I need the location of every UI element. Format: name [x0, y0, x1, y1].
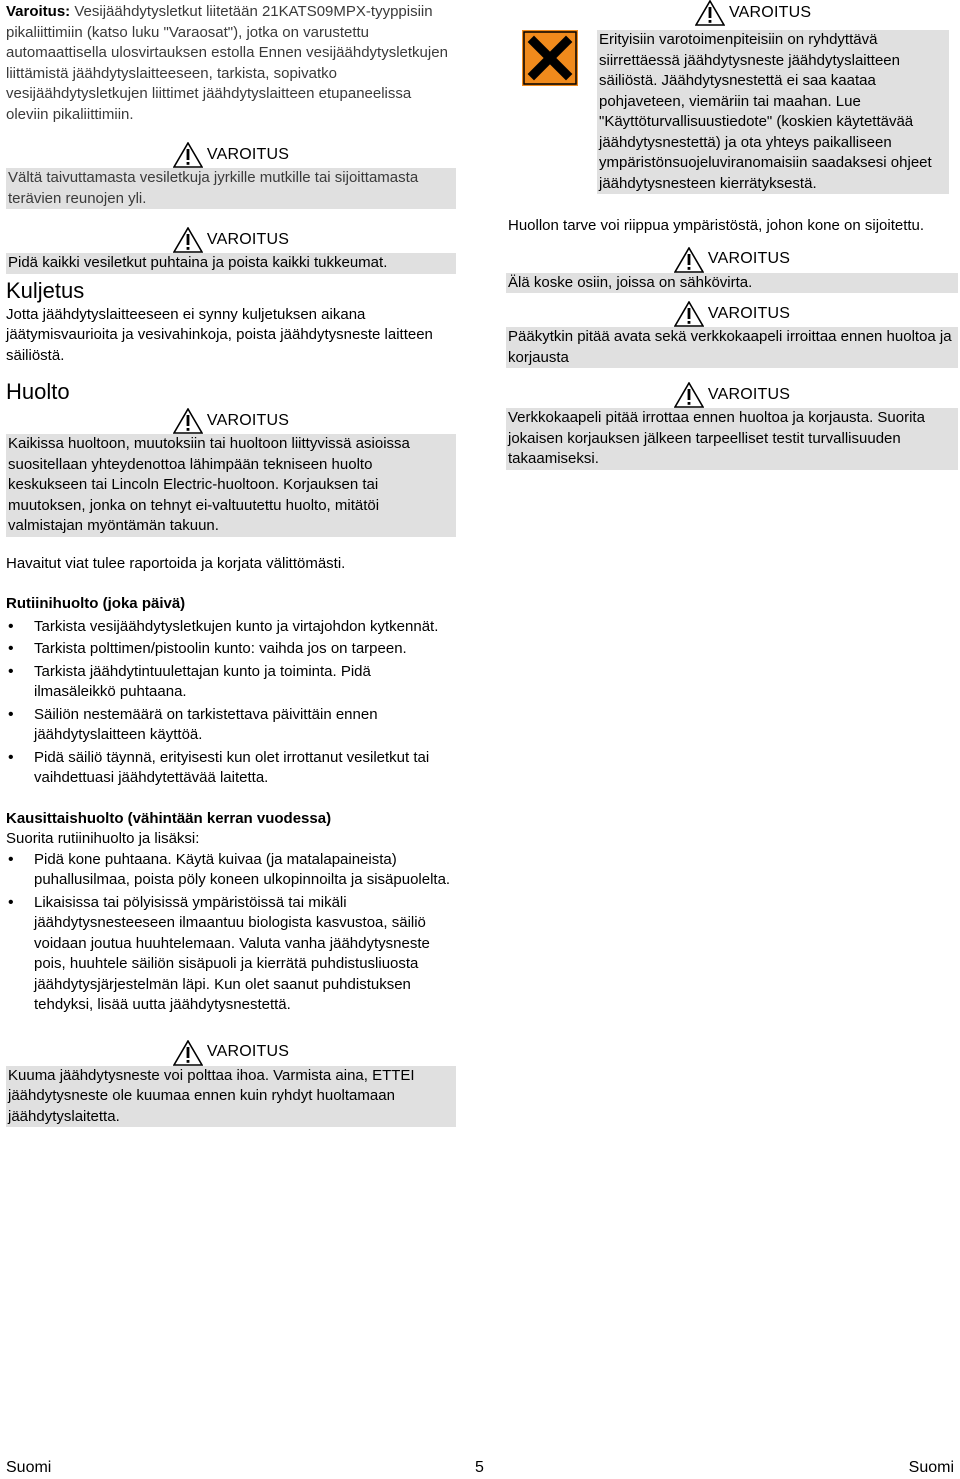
- warning-text: Älä koske osiin, joissa on sähkövirta.: [506, 273, 958, 294]
- warning-header: [506, 382, 958, 408]
- list-item: • Likaisissa tai pölyisissä ympäristöissä tai mikäli jäähdytysnesteeseen ilmaantuu biologista kasvustoa, säiliö voidaan joutua huuhtelemaan. Valuta vanha jäähdytysneste pois, huuhtele säiliön sisäpuoli ja kierrätä puhdistusliuosta jäähdytysjärjestelmän läpi. Kun olet saanut puhdistuksen tehdyksi, lisää uutta jäähdytysnestettä.: [6, 893, 456, 1016]
- warning-label: VAROITUS: [729, 3, 812, 21]
- warning-triangle-icon: [173, 227, 203, 253]
- list-item: • Tarkista vesijäähdytysletkujen kunto ja virtajohdon kytkennät.: [6, 617, 456, 638]
- list-item: • Pidä kone puhtaana. Käytä kuivaa (ja matalapaineista) puhallusilmaa, poista pöly koneen ulkopinnoilta ja sisäpuolelta.: [6, 850, 456, 891]
- warning-header: [597, 0, 949, 26]
- warning-text: Verkkokaapeli pitää irrottaa ennen huoltoa ja korjausta. Suorita jokaisen korjauksen jälkeen tarpeelliset testit turvallisuuden takaamiseksi.: [506, 408, 958, 470]
- list-item: • Tarkista jäähdytintuulettajan kunto ja toiminta. Pidä ilmasäleikkö puhtaana.: [6, 662, 456, 703]
- harmful-hazard-icon: [522, 30, 578, 86]
- daily-maintenance-heading: Rutiinihuolto (joka päivä): [6, 595, 186, 612]
- footer-language-left: Suomi: [6, 1459, 52, 1476]
- warning-triangle-icon: [173, 1040, 203, 1066]
- warning-triangle-icon: [674, 301, 704, 327]
- warning-label: VAROITUS: [707, 304, 791, 322]
- warning-triangle-icon: [674, 382, 704, 408]
- list-item: • Säiliön nestemäärä on tarkistettava päivittäin ennen jäähdytyslaitteen käyttöä.: [6, 705, 456, 746]
- daily-maintenance-list: [6, 617, 456, 789]
- warning-block-5: [597, 0, 949, 194]
- warning-text: Kuuma jäähdytysneste voi polttaa ihoa. Varmista aina, ETTEI jäähdytysneste ole kuumaa ennen kuin ryhdyt huoltamaan jäähdytyslaitetta.: [6, 1066, 456, 1128]
- intro-text: Vesijäähdytysletkut liitetään 21KATS09MPX-tyyppisiin pikaliittimiin (katso luku "Varaosat"), jotka on varustettu automaattisella ulosvirtauksen estolla Ennen vesijäähdytysletkujen liittämistä jäähdytyslaitteeseen, tarkista, sopivatko vesijäähdytysletkujen liittimet jäähdytyslaitteen etupaneelissa oleviin pikaliittimiin.: [6, 3, 448, 123]
- periodic-maintenance-list: [6, 850, 456, 1016]
- warning-block-7: [506, 301, 958, 368]
- section-heading-kuljetus: Kuljetus: [6, 277, 85, 303]
- warning-label: VAROITUS: [206, 145, 290, 163]
- warning-text: Kaikissa huoltoon, muutoksiin tai huoltoon liittyvissä asioissa suositellaan yhteydenottoa lähimpään tekniseen huolto keskukseen tai Lincoln Electric-huoltoon. Korjauksen tai muutoksen, jonka on tehnyt ei-valtuutettu huolto, mitätöi valmistajan myöntämän takuun.: [6, 434, 456, 537]
- warning-block-6: [506, 247, 958, 294]
- footer-language-right: Suomi: [908, 1459, 954, 1476]
- warning-header: [506, 247, 958, 273]
- warning-triangle-icon: [173, 142, 203, 168]
- warning-text: Erityisiin varotoimenpiteisiin on ryhdyttävä siirrettäessä jäähdytysneste jäähdytyslaitteen säiliöstä. Jäähdytysnestettä ei saa kaataa pohjaveteen, viemäriin tai maahan. Lue "Käyttöturvallisuustiedote" (koskien käytettävää jäähdytysnestettä) ja ota yhteys paikalliseen ympäristönsuojeluviranomaisiin saadaksesi ohjeet jäähdytysnesteen kierrätyksestä.: [597, 30, 949, 194]
- page-number: 5: [475, 1459, 484, 1476]
- warning-label: VAROITUS: [707, 385, 791, 403]
- list-item: • Tarkista polttimen/pistoolin kunto: vaihda jos on tarpeen.: [6, 639, 456, 660]
- environment-text: Huollon tarve voi riippua ympäristöstä, johon kone on sijoitettu.: [508, 217, 925, 234]
- warning-header: [6, 1040, 456, 1066]
- intro-paragraph: [6, 2, 456, 125]
- warning-block-1: [6, 142, 456, 209]
- warning-label: VAROITUS: [206, 230, 290, 248]
- warning-header: [6, 408, 456, 434]
- warning-text: Vältä taivuttamasta vesiletkuja jyrkille mutkille tai sijoittamasta terävien reunojen yli.: [6, 168, 456, 209]
- warning-triangle-icon: [695, 0, 725, 26]
- kuljetus-text: Jotta jäähdytyslaitteeseen ei synny kuljetuksen aikana jäätymisvaurioita ja vesivahinkoja, poista jäähdytysneste laitteen säiliöstä.: [6, 305, 433, 364]
- warning-block-2: [6, 227, 456, 274]
- warning-header: [6, 227, 456, 253]
- warning-block-3: [6, 408, 456, 537]
- warning-triangle-icon: [173, 408, 203, 434]
- warning-text: Pidä kaikki vesiletkut puhtaina ja poista kaikki tukkeumat.: [6, 253, 456, 274]
- intro-bold-label: Varoitus:: [6, 3, 71, 20]
- warning-block-4: [6, 1040, 456, 1128]
- warning-header: [6, 142, 456, 168]
- right-column: [506, 0, 958, 470]
- warning-label: VAROITUS: [206, 411, 290, 429]
- warning-block-8: [506, 382, 958, 470]
- left-column: [6, 0, 456, 1127]
- warning-text: Pääkytkin pitää avata sekä verkkokaapeli irroittaa ennen huoltoa ja korjausta: [506, 327, 958, 368]
- faults-text: Havaitut viat tulee raportoida ja korjata välittömästi.: [6, 554, 346, 572]
- list-item: • Pidä säiliö täynnä, erityisesti kun olet irrottanut vesiletkut tai vaihdettuasi jäähdytettävää laitetta.: [6, 748, 456, 789]
- warning-label: VAROITUS: [206, 1043, 290, 1061]
- warning-header: [506, 301, 958, 327]
- warning-triangle-icon: [674, 247, 704, 273]
- periodic-maintenance-heading: Kausittaishuolto (vähintään kerran vuodessa): [6, 809, 332, 827]
- periodic-intro: Suorita rutiinihuolto ja lisäksi:: [6, 830, 200, 847]
- warning-label: VAROITUS: [707, 250, 791, 268]
- section-heading-huolto: Huolto: [6, 379, 70, 404]
